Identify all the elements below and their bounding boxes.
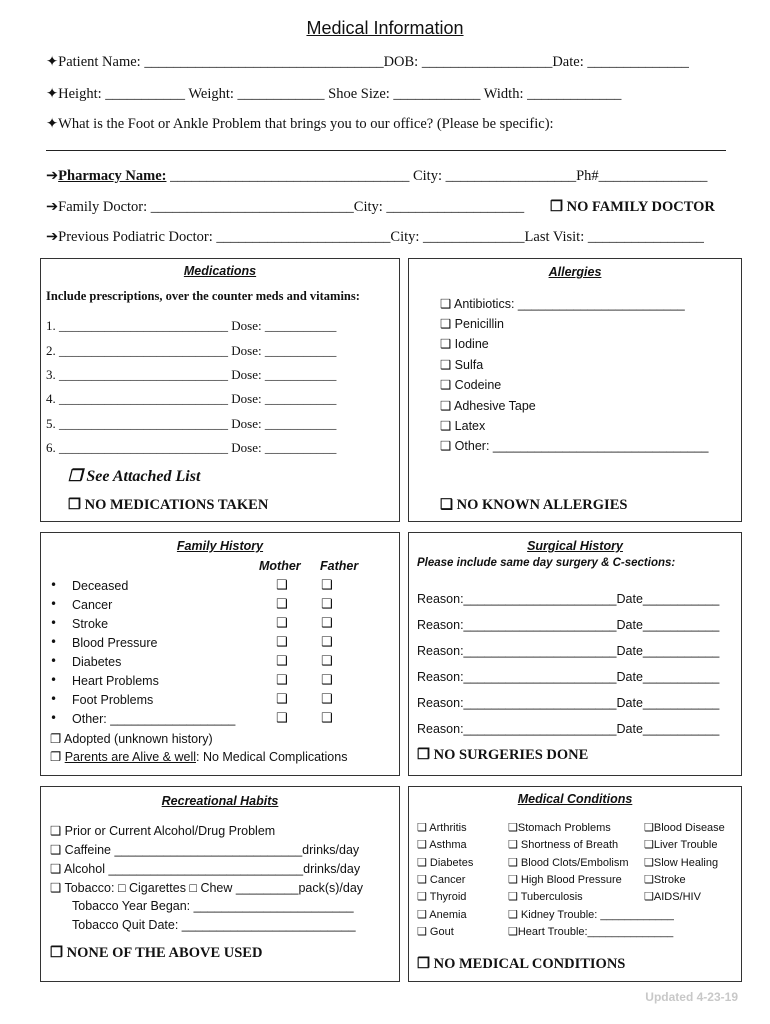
medical-condition-checkbox[interactable]: ❑ Asthma [417,839,467,852]
bullet-icon: • [50,597,58,611]
habit-caffeine[interactable]: ❑ Caffeine ___________________________drinks/day [50,843,360,857]
adopted-checkbox[interactable]: ❐ Adopted (unknown history) [50,732,213,746]
family-condition-label: Deceased [72,579,129,593]
mother-checkbox[interactable]: ❑ [276,692,288,707]
father-checkbox[interactable]: ❑ [321,654,333,669]
father-checkbox[interactable]: ❑ [321,711,333,726]
medical-condition-checkbox[interactable]: ❑AIDS/HIV [644,891,701,904]
medication-row[interactable]: 3. __________________________ Dose: ___________ [46,367,337,382]
see-attached-checkbox[interactable]: ❐ See Attached List [68,468,201,485]
habit-alcohol[interactable]: ❑ Alcohol ____________________________drinks/day [50,862,361,876]
allergy-sulfa[interactable]: ❑ Sulfa [440,358,484,372]
pharmacy-fields[interactable]: _________________________________ City: __________________Ph#_______________ [166,168,708,184]
family-condition-label: Blood Pressure [72,636,158,650]
surgery-row[interactable]: Reason:______________________Date___________ [417,618,720,632]
bullet-icon: • [50,692,58,706]
tobacco-year-began[interactable]: Tobacco Year Began: _______________________ [72,899,354,913]
problem-question: ✦What is the Foot or Ankle Problem that brings you to our office? (Please be specific): [46,116,554,132]
habit-drug-problem[interactable]: ❑ Prior or Current Alcohol/Drug Problem [50,824,276,838]
allergy-iodine[interactable]: ❑ Iodine [440,337,489,351]
medical-condition-checkbox[interactable]: ❑Heart Trouble:______________ [508,925,674,938]
mother-checkbox[interactable]: ❑ [276,711,288,726]
parents-alive-checkbox[interactable] [50,749,347,764]
no-medications-checkbox[interactable]: ❐ NO MEDICATIONS TAKEN [68,497,269,513]
no-surgeries-checkbox[interactable]: ❐ NO SURGERIES DONE [417,747,589,763]
tobacco-quit-date[interactable]: Tobacco Quit Date: _________________________ [72,918,356,932]
medical-condition-checkbox[interactable]: ❑Stroke [644,873,686,886]
medical-condition-checkbox[interactable]: ❑ Blood Clots/Embolism [508,856,629,869]
medications-subtitle: Include prescriptions, over the counter meds and vitamins: [46,289,360,303]
medical-condition-checkbox[interactable]: ❑Stomach Problems [508,822,611,834]
pharmacy-line[interactable] [46,168,707,185]
medical-condition-checkbox[interactable]: ❑ Gout [417,925,454,938]
surgery-row[interactable]: Reason:______________________Date___________ [417,696,720,710]
father-column-header: Father [320,559,359,573]
checkbox-glyph: ❐ [50,750,65,764]
surgery-row[interactable]: Reason:______________________Date___________ [417,644,720,658]
medications-title: Medications [183,264,257,278]
surgery-row[interactable]: Reason:______________________Date___________ [417,592,720,606]
mother-checkbox[interactable]: ❑ [276,635,288,650]
bullet-icon: • [50,654,58,668]
form-title: Medical Information [306,18,464,38]
allergy-other[interactable]: ❑ Other: _______________________________ [440,439,709,453]
mother-checkbox[interactable]: ❑ [276,654,288,669]
father-checkbox[interactable]: ❑ [321,616,333,631]
father-checkbox[interactable]: ❑ [321,673,333,688]
allergy-antibiotics[interactable]: ❑ Antibiotics: ________________________ [440,297,685,311]
medical-condition-checkbox[interactable]: ❑ Anemia [417,908,467,921]
family-history-title: Family History [176,539,264,553]
parents-alive-rest: : No Medical Complications [196,750,348,764]
medication-row[interactable]: 2. __________________________ Dose: ___________ [46,343,337,358]
medical-condition-checkbox[interactable]: ❑ Shortness of Breath [508,839,619,852]
medication-row[interactable]: 4. __________________________ Dose: ___________ [46,391,337,406]
mother-checkbox[interactable]: ❑ [276,616,288,631]
family-condition-label: Cancer [72,598,113,612]
allergy-latex[interactable]: ❑ Latex [440,419,486,433]
medical-condition-checkbox[interactable]: ❑ Cancer [417,873,466,886]
medication-row[interactable]: 5. __________________________ Dose: ___________ [46,416,337,431]
father-checkbox[interactable]: ❑ [321,692,333,707]
allergy-penicillin[interactable]: ❑ Penicillin [440,317,505,331]
medical-condition-checkbox[interactable]: ❑ Kidney Trouble: ____________ [508,908,674,921]
surgery-row[interactable]: Reason:______________________Date___________ [417,722,720,736]
parents-alive-label: Parents are Alive & well [64,750,196,764]
medical-condition-checkbox[interactable]: ❑Blood Disease [644,822,725,834]
medical-conditions-title: Medical Conditions [517,792,633,806]
medical-condition-checkbox[interactable]: ❑ Arthritis [417,822,467,834]
problem-answer-line[interactable] [46,150,726,151]
updated-date: Updated 4-23-19 [645,990,738,1004]
medication-row[interactable]: 6. __________________________ Dose: ___________ [46,440,337,455]
surgical-history-title: Surgical History [527,539,623,553]
family-doctor-line[interactable]: ➔Family Doctor: ____________________________City: ___________________ [46,199,525,215]
bullet-icon: • [50,635,58,649]
bullet-icon: • [50,711,58,725]
surgical-history-subtitle: Please include same day surgery & C-sections: [417,557,676,569]
father-checkbox[interactable]: ❑ [321,635,333,650]
bullet-icon: • [50,616,58,630]
bullet-icon: • [50,673,58,687]
medical-condition-checkbox[interactable]: ❑ Thyroid [417,891,467,904]
arrow-icon: ➔ [46,168,59,184]
medical-condition-checkbox[interactable]: ❑Slow Healing [644,856,719,869]
no-known-allergies-checkbox[interactable]: ❑ NO KNOWN ALLERGIES [440,497,628,513]
habit-tobacco[interactable]: ❑ Tobacco: □ Cigarettes □ Chew _________pack(s)/day [50,881,364,895]
mother-column-header: Mother [259,559,301,573]
surgery-row[interactable]: Reason:______________________Date___________ [417,670,720,684]
medical-condition-checkbox[interactable]: ❑ High Blood Pressure [508,873,622,886]
allergies-title: Allergies [548,265,602,279]
no-medical-conditions-checkbox[interactable]: ❐ NO MEDICAL CONDITIONS [417,956,626,972]
podiatric-doctor-line[interactable]: ➔Previous Podiatric Doctor: ________________________City: ______________Last Visit: ________________ [46,229,704,245]
father-checkbox[interactable]: ❑ [321,578,333,593]
allergy-codeine[interactable]: ❑ Codeine [440,378,502,392]
recreational-habits-title: Recreational Habits [161,794,279,808]
father-checkbox[interactable]: ❑ [321,597,333,612]
none-used-checkbox[interactable]: ❐ NONE OF THE ABOVE USED [50,945,263,961]
allergy-adhesive-tape[interactable]: ❑ Adhesive Tape [440,399,536,413]
family-condition-label: Diabetes [72,655,122,669]
pharmacy-label: Pharmacy Name: [58,168,167,184]
measurements-line[interactable]: ✦Height: ___________ Weight: ____________ Shoe Size: ____________ Width: _____________ [46,86,622,102]
mother-checkbox[interactable]: ❑ [276,597,288,612]
family-condition-label: Stroke [72,617,109,631]
family-condition-label: Other: __________________ [72,712,236,726]
medical-condition-checkbox[interactable]: ❑ Diabetes [417,856,474,869]
medical-condition-checkbox[interactable]: ❑ Tuberculosis [508,891,583,904]
medical-condition-checkbox[interactable]: ❑Liver Trouble [644,839,718,852]
mother-checkbox[interactable]: ❑ [276,578,288,593]
family-condition-label: Heart Problems [72,674,159,688]
medication-row[interactable]: 1. __________________________ Dose: ___________ [46,318,337,333]
bullet-icon: • [50,578,58,592]
patient-info-line[interactable]: ✦Patient Name: _________________________________DOB: __________________Date: ______________ [46,54,689,70]
family-condition-label: Foot Problems [72,693,154,707]
mother-checkbox[interactable]: ❑ [276,673,288,688]
no-family-doctor-checkbox[interactable]: ❐ NO FAMILY DOCTOR [550,199,715,215]
